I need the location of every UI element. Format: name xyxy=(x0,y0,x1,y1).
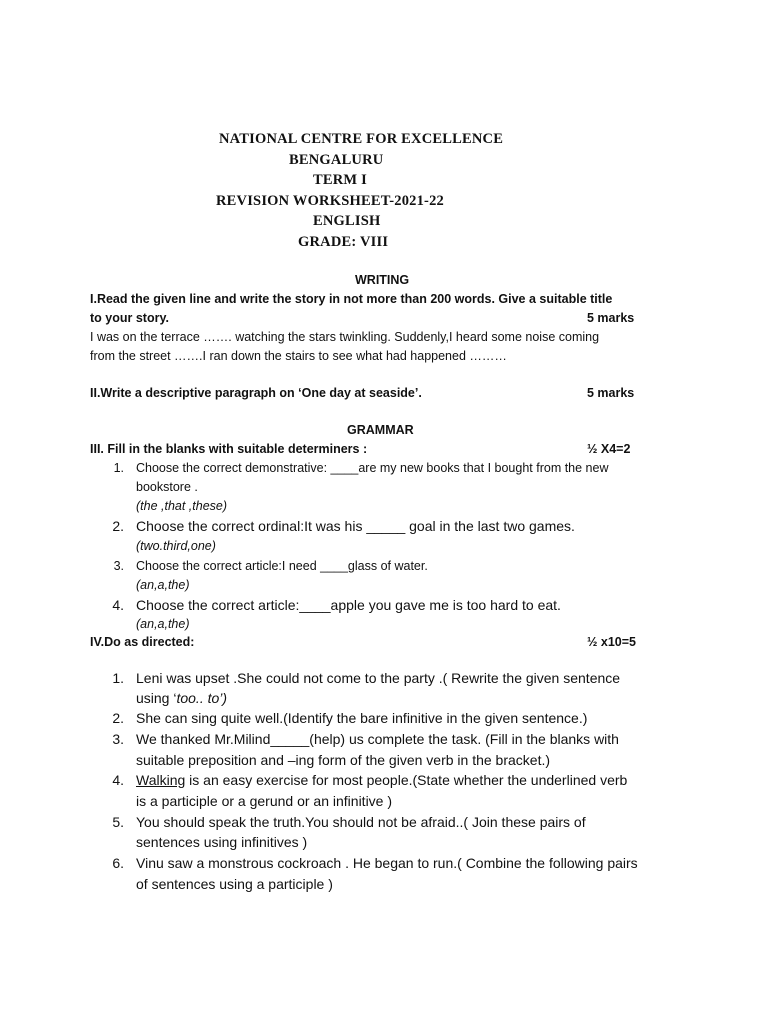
worksheet-title: REVISION WORKSHEET-2021-22 xyxy=(216,193,444,209)
q3-text: III. Fill in the blanks with suitable determiners : xyxy=(90,442,368,456)
q4-marks: ½ x10=5 xyxy=(587,635,637,649)
q2-marks: 5 marks xyxy=(587,386,635,400)
q4-item-line1 xyxy=(136,772,627,788)
subject-label: ENGLISH xyxy=(313,213,381,229)
q4-item-line2: sentences using infinitives ) xyxy=(136,834,308,850)
q4-item-line1: We thanked Mr.Milind_____(help) us complete the task. (Fill in the blanks with xyxy=(136,731,619,747)
q3-item-number: 4. xyxy=(112,597,124,613)
q3-item-options: (the ,that ,these) xyxy=(136,499,228,513)
writing-heading: WRITING xyxy=(355,273,410,287)
q4-item-line2: is a participle or a gerund or an infinitive ) xyxy=(136,793,393,809)
q4-item-line2 xyxy=(136,690,227,706)
q4-item-line2: of sentences using a participle ) xyxy=(136,876,333,892)
q4-item-line2-italic: too.. to’) xyxy=(176,690,228,706)
q3-item-line1: Choose the correct demonstrative: ____are my new books that I bought from the new xyxy=(136,461,609,475)
q4-item-number: 4. xyxy=(112,772,124,788)
term-label: TERM I xyxy=(313,172,367,188)
q4-item-number: 1. xyxy=(112,670,124,686)
q3-item-number: 2. xyxy=(112,518,124,534)
q3-item-line1: Choose the correct ordinal:It was his _____ goal in the last two games. xyxy=(136,518,575,534)
q1-line2: to your story. xyxy=(90,311,169,325)
q4-item-line2: suitable preposition and –ing form of the given verb in the bracket.) xyxy=(136,752,551,768)
q4-item-line1: Leni was upset .She could not come to the party .( Rewrite the given sentence xyxy=(136,670,621,686)
q3-item-line2: bookstore . xyxy=(136,480,198,494)
q3-item-options: (two.third,one) xyxy=(136,539,216,553)
q2-text: II.Write a descriptive paragraph on ‘One day at seaside’. xyxy=(90,386,422,400)
q3-item-number: 1. xyxy=(113,461,124,475)
underlined-verb: Walking xyxy=(136,772,186,788)
school-name: NATIONAL CENTRE FOR EXCELLENCE xyxy=(219,131,504,147)
q3-item-options: (an,a,the) xyxy=(136,617,190,631)
q4-item-line1-text: is an easy exercise for most people.(State whether the underlined verb xyxy=(185,772,628,788)
q3-item-line1: Choose the correct article:____apple you gave me is too hard to eat. xyxy=(136,597,561,613)
city-name: BENGALURU xyxy=(289,152,384,168)
q1-marks: 5 marks xyxy=(587,311,635,325)
q1-prompt-line1: I was on the terrace ……. watching the stars twinkling. Suddenly,I heard some noise coming xyxy=(90,330,600,344)
grammar-heading: GRAMMAR xyxy=(347,423,414,437)
q3-item-options: (an,a,the) xyxy=(136,578,190,592)
q3-marks: ½ X4=2 xyxy=(587,442,631,456)
q4-item-line1: She can sing quite well.(Identify the bare infinitive in the given sentence.) xyxy=(136,710,588,726)
q3-item-line1: Choose the correct article:I need ____glass of water. xyxy=(136,559,428,573)
q4-item-number: 2. xyxy=(112,710,124,726)
q4-item-line1: You should speak the truth.You should not be afraid..( Join these pairs of xyxy=(136,814,586,830)
q1-prompt-line2: from the street …….I ran down the stairs to see what had happened ……… xyxy=(90,349,507,363)
grade-label: GRADE: VIII xyxy=(298,234,389,250)
q4-text: IV.Do as directed: xyxy=(90,635,195,649)
q4-item-number: 3. xyxy=(112,731,124,747)
q1-line1: I.Read the given line and write the story in not more than 200 words. Give a suitable title xyxy=(90,292,613,306)
q4-item-line1: Vinu saw a monstrous cockroach . He began to run.( Combine the following pairs xyxy=(136,855,638,871)
q4-item-number: 6. xyxy=(112,855,124,871)
q3-item-number: 3. xyxy=(113,559,124,573)
q4-item-number: 5. xyxy=(112,814,124,830)
q4-item-line2-text: using ‘ xyxy=(136,690,177,706)
